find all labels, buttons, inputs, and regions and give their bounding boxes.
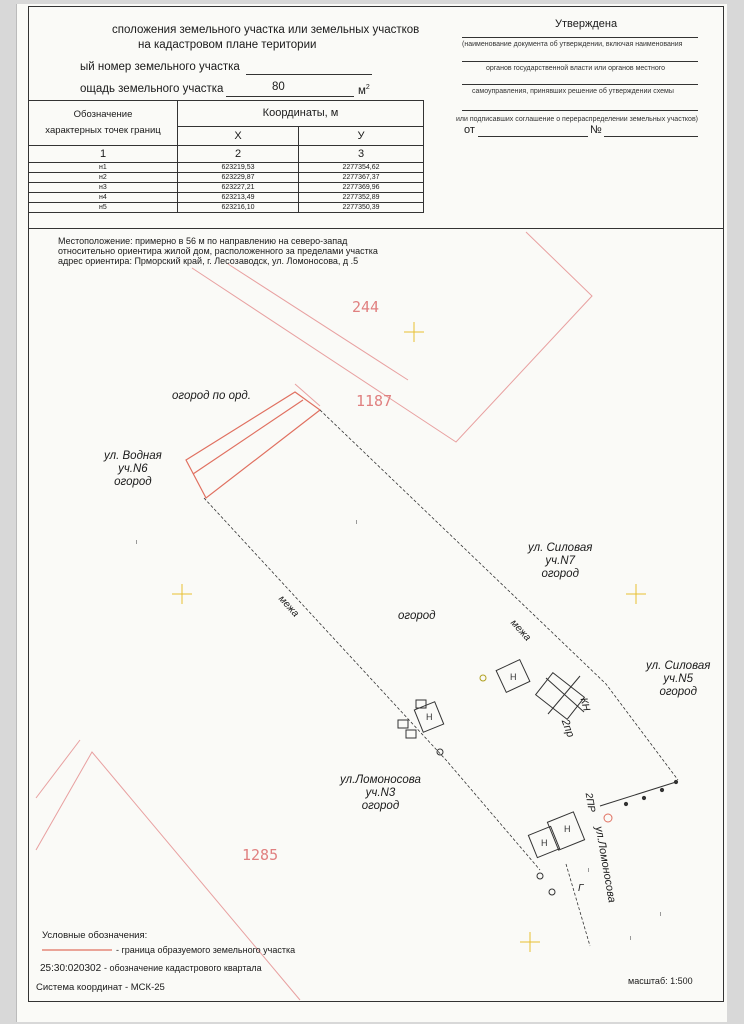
label-mezha-right: межа <box>508 617 533 644</box>
silovaya5-use: огород <box>659 686 697 698</box>
quarter-boundary-bottom <box>36 740 300 1000</box>
point-y: 2277367,37 <box>299 173 424 183</box>
quarter-boundary-top <box>192 232 592 442</box>
grid-dots <box>136 520 661 940</box>
point-y: 2277369,96 <box>299 183 424 193</box>
label-2pr-b: 2ПР <box>582 791 597 814</box>
location-line1: Местоположение: примерно в 56 м по направлению на северо-запад <box>58 236 348 246</box>
location-line3: адрес ориентира: Прморский край, г. Лесозаводск, ул. Ломоносова, д .5 <box>58 256 359 266</box>
legend-quarter-text: - обозначение кадастрового квартала <box>103 963 262 973</box>
area-label: ощадь земельного участка <box>80 83 224 95</box>
label-silovaya5 <box>646 660 710 699</box>
silovaya7-use: огород <box>541 568 579 580</box>
title-line1: сположения земельного участка или земельных участков <box>112 24 420 36</box>
legend-item-boundary: - граница образуемого земельного участка <box>116 945 296 955</box>
approval-from: от <box>464 124 475 136</box>
label-lomonosova-street: ул.Ломоносова <box>592 825 618 904</box>
svg-text:Н: Н <box>564 824 571 834</box>
legend-item-quarter <box>40 963 262 974</box>
legend-title: Условные обозначения: <box>42 930 148 941</box>
col-num-1: 1 <box>29 146 178 163</box>
point-x: 623216,10 <box>178 203 299 213</box>
vodnaya-use: огород <box>114 476 152 488</box>
point-name: н4 <box>29 193 178 203</box>
label-garden-by-order: огород по орд. <box>172 390 251 402</box>
approval-line2: органов государственной власти или органов местного <box>486 65 666 72</box>
point-y: 2277352,89 <box>299 193 424 203</box>
kad-1285: 1285 <box>242 846 279 864</box>
point-x: 623227,21 <box>178 183 299 193</box>
kad-1187: 1187 <box>356 392 393 410</box>
vodnaya-plot: уч.N6 <box>118 463 148 475</box>
svg-text:Н: Н <box>541 838 548 848</box>
x-header: X <box>178 126 299 145</box>
map-scale: масштаб: 1:500 <box>628 976 693 986</box>
legend-quarter-code: 25:30:020302 <box>40 963 102 974</box>
silovaya7-street: ул. Силовая <box>528 542 593 554</box>
point-name: н5 <box>29 203 178 213</box>
buildings <box>398 660 585 858</box>
label-vodnaya <box>104 450 162 489</box>
area-unit: $м^2$ <box>358 84 370 97</box>
approval-title: Утверждена <box>555 18 618 30</box>
approval-line4: или подписавших соглашение о перераспределении земельных участков) <box>456 116 698 123</box>
point-name: н1 <box>29 163 178 173</box>
lomonosova3-plot: уч.N3 <box>365 787 396 799</box>
label-kn: КН <box>577 696 592 713</box>
svg-text:Н: Н <box>510 672 517 682</box>
label-garden-center: огород <box>398 610 436 622</box>
coords-header: Координаты, м <box>178 101 424 127</box>
approval-number: № <box>590 124 602 136</box>
approval-line3: самоуправления, принявших решение об утверждении схемы <box>472 88 674 95</box>
point-x: 623219,53 <box>178 163 299 173</box>
point-y: 2277354,62 <box>299 163 424 173</box>
svg-text:Н: Н <box>426 712 433 722</box>
label-lomonosova3 <box>340 774 421 813</box>
coordinate-system: Система координат - МСК-25 <box>36 982 165 993</box>
point-y: 2277350,39 <box>299 203 424 213</box>
fence-line <box>600 780 678 806</box>
point-header-line2: характерных точек границ <box>45 125 161 136</box>
label-silovaya7 <box>528 542 592 581</box>
lomonosova3-use: огород <box>361 800 400 812</box>
label-mezha-left: межа <box>276 593 301 620</box>
silovaya5-plot: уч.N5 <box>663 673 693 685</box>
location-line2: относительно ориентира жилой дом, расположенного за пределами участка <box>58 246 378 256</box>
point-name: н3 <box>29 183 178 193</box>
kadnum-label: ый номер земельного участка <box>80 61 240 73</box>
label-2pr: 2пр <box>558 717 577 739</box>
col-num-3: 3 <box>299 146 424 163</box>
silovaya7-plot: уч.N7 <box>545 555 575 567</box>
silovaya5-street: ул. Силовая <box>646 660 711 672</box>
parcel-boundary <box>186 392 320 498</box>
col-num-2: 2 <box>178 146 299 163</box>
point-x: 623213,49 <box>178 193 299 203</box>
kad-244: 244 <box>352 298 380 316</box>
y-header: У <box>299 126 424 145</box>
approval-line1: (наименование документа об утверждении, включая наименования <box>462 41 683 48</box>
vodnaya-street: ул. Водная <box>104 450 162 462</box>
title-line2: на кадастровом плане територии <box>138 39 317 51</box>
lomonosova3-street: ул.Ломоносова <box>340 774 421 786</box>
label-g: Г <box>578 883 584 894</box>
point-header-line1: Обозначение <box>73 109 133 120</box>
point-x: 623229,87 <box>178 173 299 183</box>
area-value: 80 <box>272 81 285 93</box>
point-name: н2 <box>29 173 178 183</box>
